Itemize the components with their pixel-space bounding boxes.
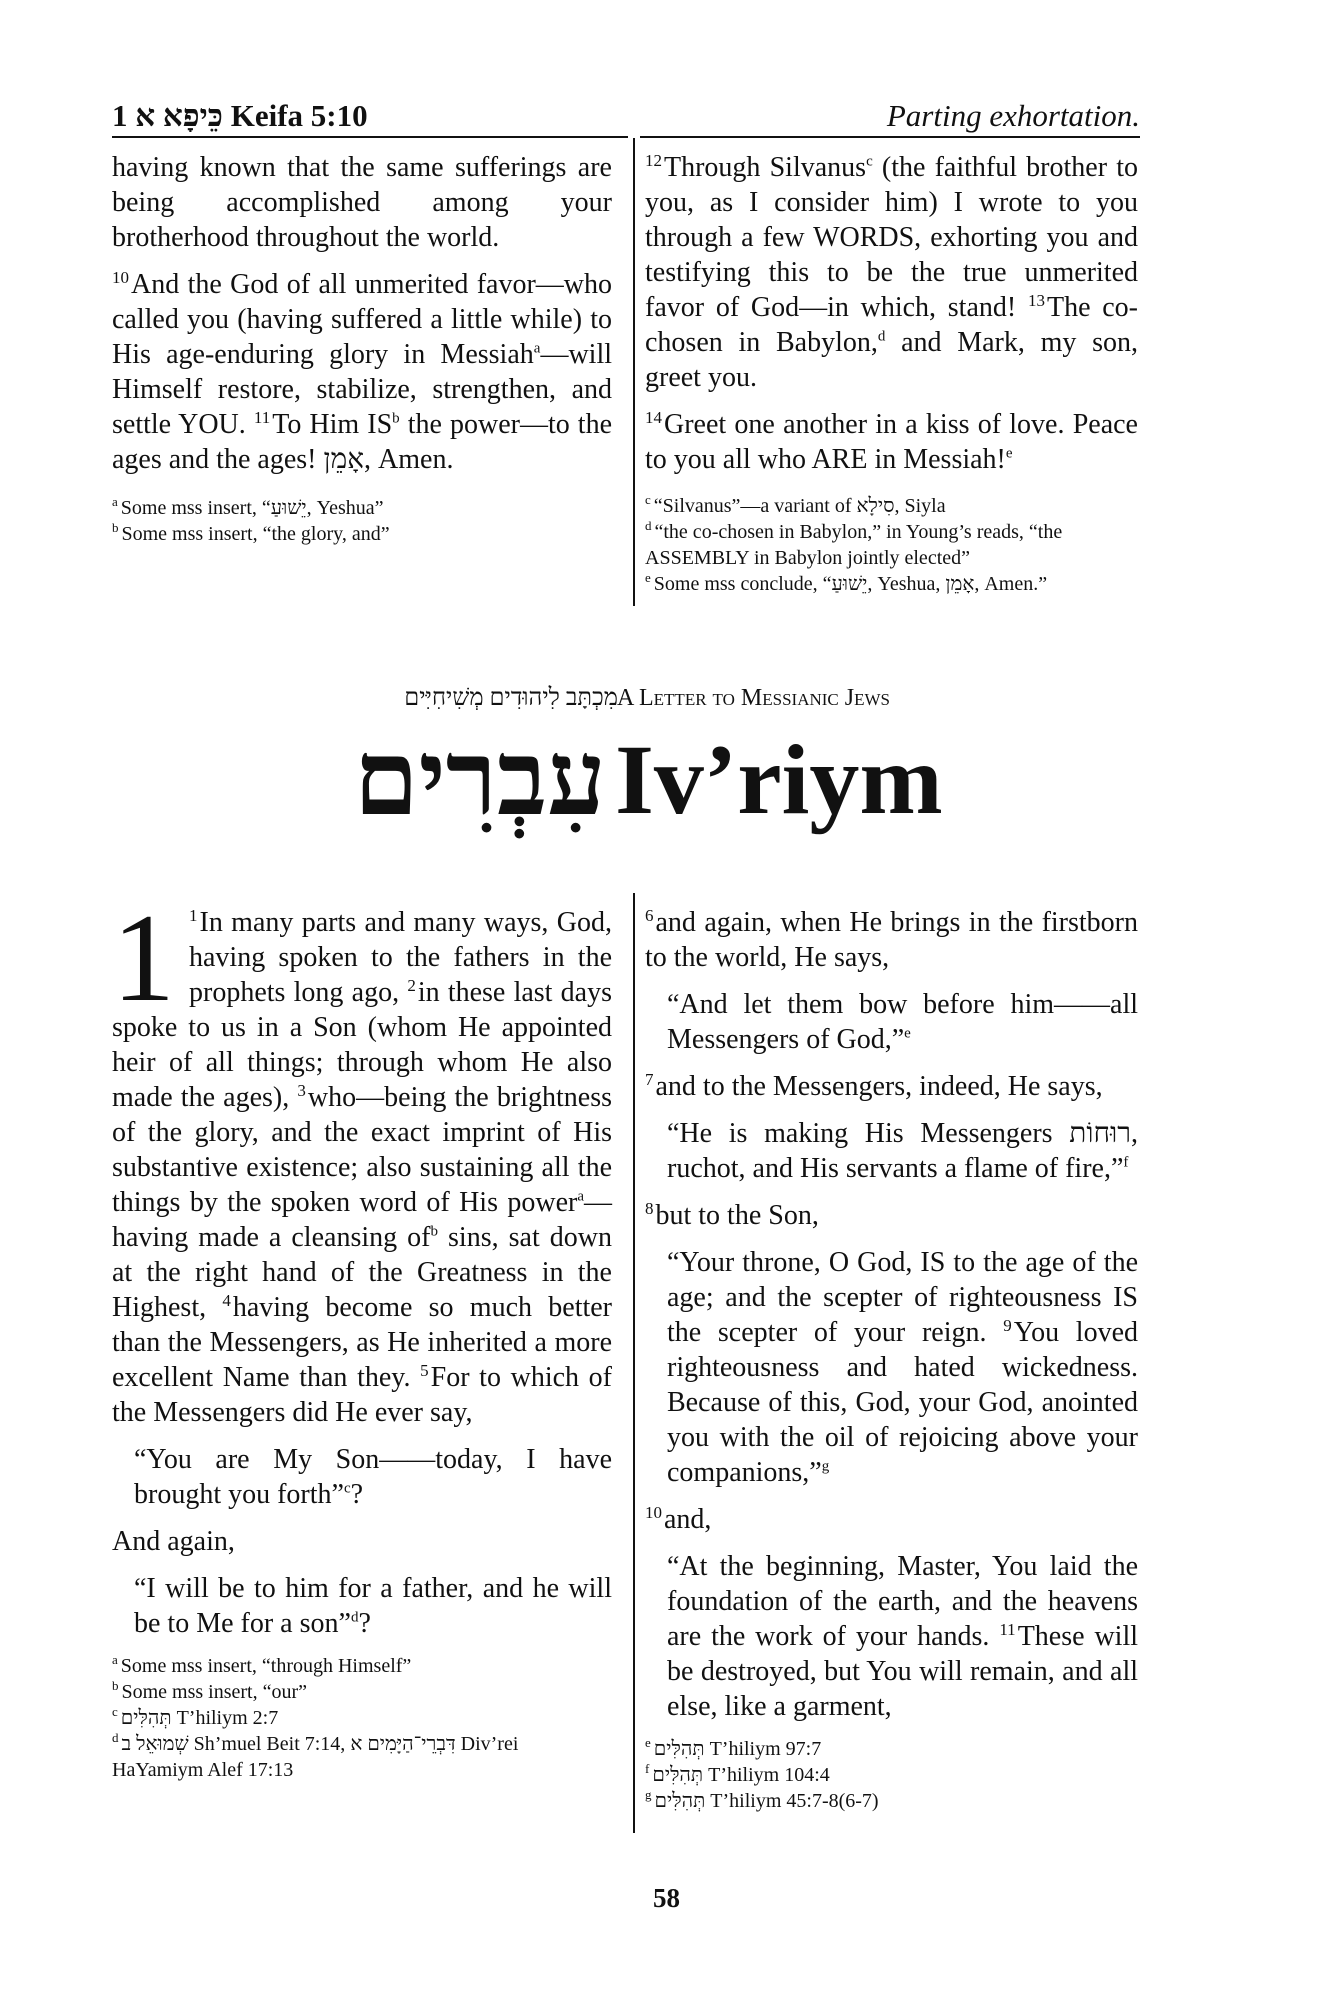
title-english: Iv’riym [615, 724, 943, 835]
footnotes [645, 1736, 1138, 1814]
footnote-marker: g [821, 1458, 830, 1475]
paragraph: And again, [112, 1526, 235, 1557]
footnote-marker: c [866, 153, 873, 170]
running-header-right: Parting exhortation. [886, 98, 1140, 133]
quotation: “He is making His Messengers רוּחוֹת, ruchot, and His servants a flame of fire,”$^f$ [667, 1118, 1138, 1184]
footnote: $^f$ תְּהִלִּים T’hiliym 104:4 [645, 1761, 830, 1786]
footnote-marker: a [533, 340, 541, 357]
footnote-marker: c [343, 1480, 351, 1497]
footnote-marker: e [1005, 445, 1013, 462]
verse-number: 1 [189, 905, 198, 925]
verse-1: 1 $^1$In many parts and many ways, God, having spoken to the fathers in the prophets long ago, $^2$in these last days spoke to us in a Son (whom He appointed heir of all things; through whom He also made the ages), $^3$who—being the brightness of the glory, and the exact imprint of His substantive existence; also sustaining all the things by the spoken word of His power$^a$—having made a cleansing $of^b$ sins, sat down at the right hand of the Greatness in the Highest, $^4$having become so much better than the Messengers, as He inherited a more excellent Name than they. $^5$For to which of the Messengers did He ever say, [112, 889, 613, 1428]
quotation: “And let them bow before him——all Messengers of God,”$^e$ [667, 989, 1138, 1055]
footnote: $^d$ “the co-chosen in Babylon,” in Young’s reads, “the ASSEMBLY in Babylon jointly elected” [645, 518, 1063, 569]
footnote: $^c$ “Silvanus”—a variant of סִילָא, Siyla [645, 492, 946, 517]
upper-right-column [645, 150, 1138, 597]
running-header [112, 98, 1140, 138]
verse-number: 13 [1027, 290, 1045, 310]
footnote-marker: e [904, 1025, 911, 1042]
quotation: “You are My Son——today, I have brought you forth”$^c$? [134, 1444, 612, 1510]
verse-number: 12 [645, 150, 662, 170]
lower-left-column [112, 889, 613, 1783]
lower-right-column [645, 905, 1138, 1814]
verse-number: 8 [645, 1198, 654, 1218]
quotation: “I will be to him for a father, and he will be to Me for a son”$^d$? [134, 1573, 612, 1639]
book-title [0, 720, 1333, 840]
verse-7: $^7$and to the Messengers, indeed, He says, [645, 1069, 1103, 1102]
verse-10: $^{10}$And the God of all unmerited favor—who called you (having suffered a little while) to His age-enduring glory in Messiah$^a$—will Himself restore, stabilize, strengthen, and settle YOU. $^{11}$To Him $IS^b$ the power—to the ages and the ages! אָמֵן, Amen. [112, 267, 613, 475]
column-divider-top [633, 138, 635, 606]
verse-number: 2 [407, 975, 416, 995]
footnote-marker: f [1123, 1154, 1129, 1171]
verse-number: 9 [1003, 1315, 1012, 1335]
title-hebrew: עִבְרִים [353, 722, 606, 837]
subtitle-hebrew: מִכְתָּב לִיהוּדִים מְשִׁיחִיִּים [404, 685, 618, 711]
verse-number: 4 [222, 1290, 231, 1310]
footnote: $^a$ Some mss insert, “through Himself” [112, 1652, 412, 1677]
paragraph: having known that the same sufferings are being accomplished among your brotherhood throughout the world. [112, 152, 612, 253]
verse-14: $^{14}$Greet one another in a kiss of love. Peace to you all who ARE in Messiah!$^e$ [645, 407, 1138, 475]
running-header-left: כֵּיפָא א 1 Keifa 5:10 [112, 98, 368, 133]
footnote-marker: a [577, 1188, 584, 1205]
verse-12: $^{12}$Through Silvanus$^c$ (the faithful brother to you, as I consider him) I wrote to you through a few WORDS, exhorting you and testifying this to be the true unmerited favor of God—in which, stand! $^{13}$The co-chosen in Babylon,$^d$ and Mark, my son, greet you. [645, 150, 1138, 393]
footnote: $^d$ שְׁמוּאֵל ב Sh’muel Beit 7:14, דִּבְרֵי־הַיָּמִים א Div’rei HaYamiym Alef 17:13 [112, 1730, 519, 1781]
verse-number: 10 [112, 267, 129, 287]
footnote: $^g$ תְּהִלִּים T’hiliym 45:7-8(6-7) [645, 1787, 879, 1812]
footnote: $^c$ תְּהִלִּים T’hiliym 2:7 [112, 1704, 279, 1729]
verse-10: $^{10}$and, [645, 1502, 712, 1535]
upper-left-column [112, 150, 612, 547]
verse-number: 10 [645, 1502, 662, 1522]
footnote-marker: d [350, 1609, 359, 1626]
chapter-number: 1 [112, 889, 175, 1028]
subtitle-english: A Letter to Messianic Jews [617, 685, 890, 711]
footnote: $^b$ Some mss insert, “the glory, and” [112, 520, 390, 545]
footnote: $^e$ תְּהִלִּים T’hiliym 97:7 [645, 1735, 822, 1760]
column-divider-bottom [633, 893, 635, 1833]
footnotes [112, 1653, 612, 1783]
verse-number: 11 [253, 407, 271, 427]
footnotes [645, 493, 1138, 597]
verse-number: 5 [420, 1360, 429, 1380]
footnote: $^e$ Some mss conclude, “יֵשׁוּעַ, Yeshua, אָמֵן, Amen.” [645, 570, 1048, 595]
page-number: 58 [653, 1883, 680, 1913]
header-rule-right [640, 136, 1140, 138]
quotation: “Your throne, O God, IS to the age of the age; and the scepter of righteousness IS the scepter of your reign. $^9$You loved righteousness and hated wickedness. Because of this, God, your God, anointed you with the oil of rejoicing above your companions,”$^g$ [667, 1247, 1139, 1488]
verse-number: 14 [645, 407, 662, 427]
footnote-marker: b [392, 410, 400, 427]
quotation: “At the beginning, Master, You laid the foundation of the earth, and the heavens are the work of your hands. $^{11}$These will be destroyed, but You will remain, and all else, like a garment, [667, 1551, 1139, 1722]
header-rule-left [112, 136, 628, 138]
verse-number: 11 [999, 1619, 1016, 1639]
verse-number: 7 [645, 1069, 654, 1089]
verse-8: $^8$but to the Son, [645, 1198, 819, 1231]
footnote: $^b$ Some mss insert, “our” [112, 1678, 308, 1703]
verse-number: 6 [645, 905, 654, 925]
footnote: $^a$ Some mss insert, “יֵשׁוּעַ, Yeshua” [112, 494, 384, 519]
verse-number: 3 [297, 1080, 306, 1100]
footnote-marker: b [430, 1223, 438, 1240]
footnotes [112, 495, 612, 547]
verse-6: $^6$and again, when He brings in the firstborn to the world, He says, [645, 905, 1138, 973]
footnote-marker: d [877, 328, 886, 345]
